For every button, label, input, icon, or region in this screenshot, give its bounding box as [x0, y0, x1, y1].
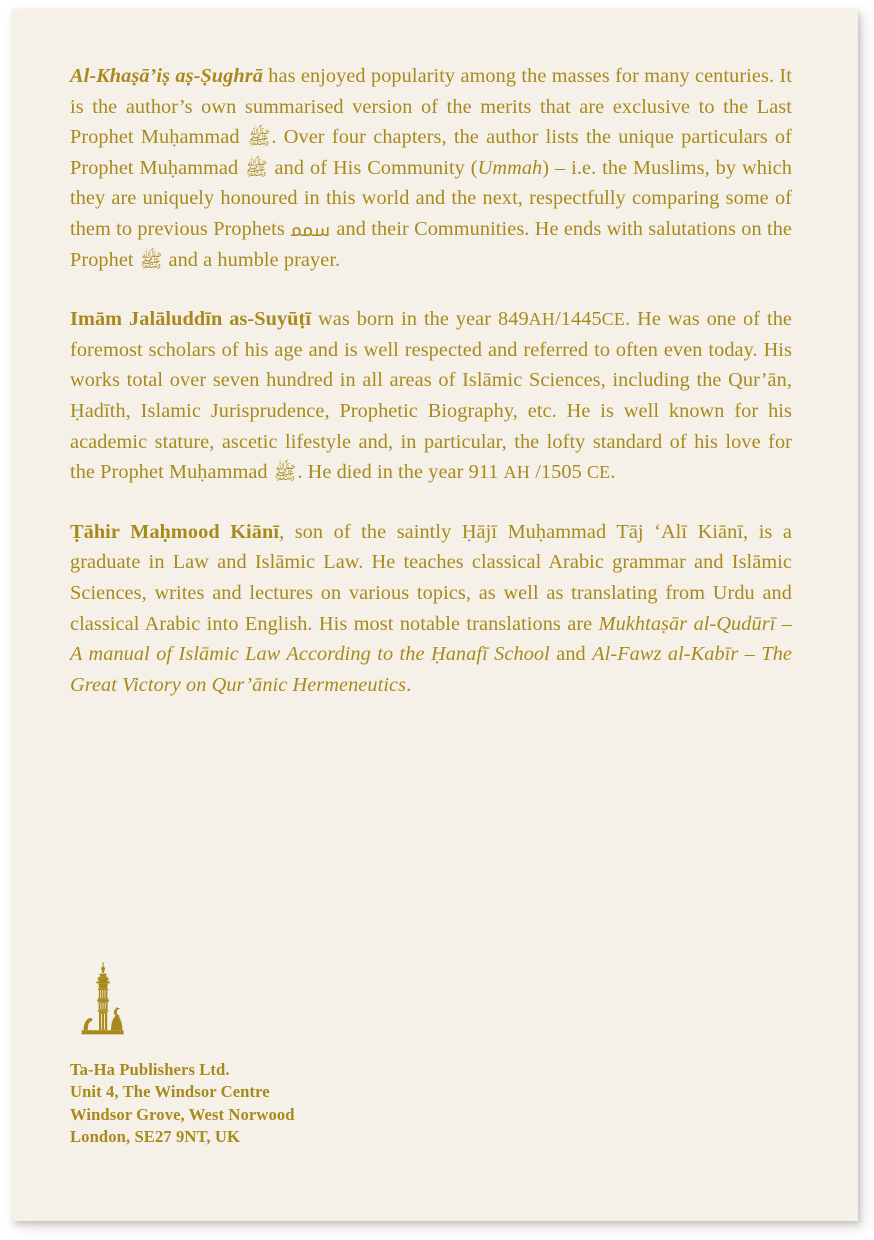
paragraph-lead-title: Al-Khaṣā’iṣ aṣ-Ṣughrā [70, 65, 263, 87]
text-run: AH [503, 462, 531, 483]
paragraph-lead-title: Imām Jalāluddīn as-Suyūṭī [70, 308, 312, 331]
text-run: . Over four chapters, the author lists the unique particulars of Prophet Muḥammad [70, 126, 792, 179]
text-run: . He was one of the foremost scholars of his age and is well respected and referred to often even today. His works total over seven hundred in all areas of Islāmic Sciences, including the Qur’ān, Ḥadīth, Islamic Jurisprudence, Prophetic Biography, etc. He is well known for his academic stature, ascetic lifestyle and, in particular, the lofty standard of his love for the Prophet Muḥammad [70, 308, 792, 484]
salawat-icon: ﷺ [245, 158, 268, 180]
salawat-icon: ﷺ [247, 128, 271, 150]
text-run: and [549, 643, 593, 666]
publisher-address-line-1: Unit 4, The Windsor Centre [70, 1082, 270, 1102]
paragraph-book-blurb [70, 61, 792, 275]
publisher-block [70, 961, 490, 1149]
paragraph-translator-bio [70, 517, 792, 701]
text-run: /1505 [530, 461, 587, 484]
text-run: . [406, 673, 412, 696]
text-run: was born in the year 849 [311, 308, 529, 331]
text-run: and of His Community ( [268, 156, 478, 179]
salawat-icon: ﷺ [273, 463, 297, 485]
text-run: CE [601, 309, 626, 330]
publisher-address-line-2: Windsor Grove, West Norwood [70, 1104, 295, 1124]
text-run: Mukhtaṣār al-Qudūrī – A manual of Islāmic Law According to the Ḥanafī School [70, 612, 792, 666]
text-run: CE [586, 462, 611, 483]
text-run: Al-Fawz al-Kabīr – The Great Victory on Qur’ānic Hermeneutics [70, 643, 793, 696]
book-back-cover [12, 9, 858, 1221]
text-run: ) – i.e. the Muslims, by which they are uniquely honoured in this world and the next, respectfully comparing some of them to previous Prophets [70, 156, 792, 240]
text-run: and a humble prayer. [163, 248, 341, 271]
text-run: AH [528, 309, 556, 330]
text-run: and their Communities. He ends with salutations on the Prophet [70, 217, 792, 271]
alayhimus-salam-icon: ﵣ [291, 219, 331, 241]
text-run: /1445 [555, 308, 602, 331]
text-run: has enjoyed popularity among the masses for many centuries. It is the author’s own summarised version of the merits that are exclusive to the Last Prophet Muḥammad [70, 65, 792, 149]
text-run: . He died in the year 911 [297, 461, 504, 484]
paragraph-author-bio [70, 304, 792, 488]
text-run: , son of the saintly Ḥājī Muḥammad Tāj ‘Alī Kiānī, is a graduate in Law and Islāmic Law. He teaches classical Arabic grammar and Islāmic Sciences, writes and lectures on various topics, as well as translating from Urdu and classical Arabic into English. His most notable translations are [70, 520, 792, 635]
salawat-icon: ﷺ [139, 250, 163, 272]
publisher-name: Ta-Ha Publishers Ltd. [70, 1059, 230, 1079]
text-run: Ummah [477, 156, 543, 179]
text-run: . [610, 461, 616, 484]
publisher-address [70, 1059, 490, 1149]
paragraph-lead-title: Ṭāhir Maḥmood Kiānī [70, 520, 280, 543]
mosque-minaret-logo-icon [70, 961, 136, 1037]
publisher-address-line-3: London, SE27 9NT, UK [70, 1127, 240, 1147]
